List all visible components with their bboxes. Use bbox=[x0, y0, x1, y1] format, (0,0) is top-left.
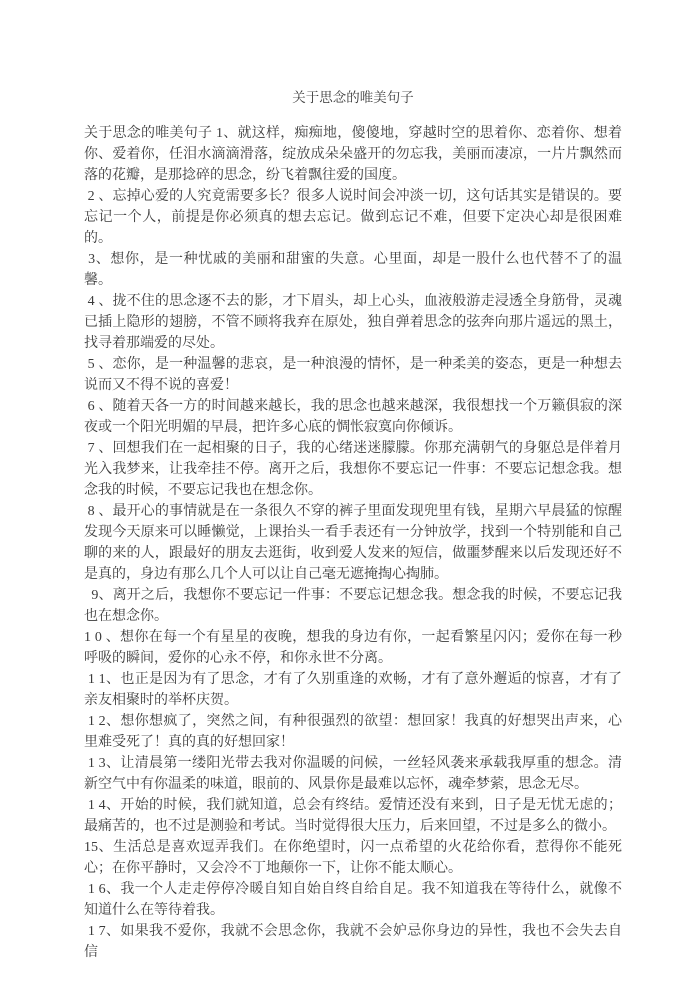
paragraph-2: 2 、忘掉心爱的人究竟需要多长？很多人说时间会冲淡一切，这句话其实是错误的。要忘记一个人，前提是你必须真的想去忘记。做到忘记不难，但要下定决心却是很困难的。 bbox=[84, 189, 623, 246]
paragraph-3: 3、想你，是一种忧戚的美丽和甜蜜的失意。心里面，却是一股什么也代替不了的温馨。 bbox=[84, 252, 623, 288]
paragraph-11: 1 1、也正是因为有了思念，才有了久别重逢的欢畅，才有了意外邂逅的惊喜，才有了亲友相聚时的举杯庆贺。 bbox=[84, 672, 622, 708]
document-title: 关于思念的唯美句子 bbox=[292, 90, 414, 105]
paragraph-14: 1 4、开始的时候，我们就知道，总会有终结。爱情还没有来到，日子是无忧无虑的；最痛苦的，也不过是测验和考试。当时觉得很大压力，后来回望，不过是多么的微小。 bbox=[84, 798, 622, 834]
paragraph-12: 1 2、想你想疯了，突然之间，有种很强烈的欲望：想回家！我真的好想哭出声来，心里难受死了！真的真的好想回家！ bbox=[84, 714, 622, 750]
paragraph-6: 6 、随着天各一方的时间越来越长，我的思念也越来越深，我很想找一个万籁俱寂的深夜或一个阳光明媚的早晨，把许多心底的惆怅寂寞向你倾诉。 bbox=[84, 399, 623, 435]
paragraph-1: 关于思念的唯美句子 1、就这样，痴痴地，傻傻地，穿越时空的思着你、恋着你、想着你、爱着你，任泪水滴滴滑落，绽放成朵朵盛开的勿忘我，美丽而凄凉，一片片飘然而落的花瓣，是那捻碎的思念，纷飞着飘往爱的国度。 bbox=[84, 126, 622, 183]
paragraph-5: 5 、恋你，是一种温馨的悲哀，是一种浪漫的情怀，是一种柔美的姿态，更是一种想去说而又不得不说的喜爱！ bbox=[84, 357, 623, 393]
document-content bbox=[84, 86, 622, 963]
paragraph-15: 15、生活总是喜欢逗弄我们。在你绝望时，闪一点希望的火花给你看，惹得你不能死心；在你平静时，又会冷不丁地颠你一下，让你不能太顺心。 bbox=[84, 840, 622, 876]
paragraph-17: 1 7、如果我不爱你，我就不会思念你，我就不会妒忌你身边的异性，我也不会失去自信 bbox=[84, 924, 622, 960]
paragraph-10: 1 0 、想你在每一个有星星的夜晚，想我的身边有你，一起看繁星闪闪；爱你在每一秒呼吸的瞬间，爱你的心永不停，和你永世不分离。 bbox=[84, 630, 622, 666]
paragraph-4: 4 、拢不住的思念逐不去的影，才下眉头，却上心头，血液般游走浸透全身筋骨，灵魂已插上隐形的翅膀，不管不顾将我弃在原处，独自弹着思念的弦奔向那片遥远的黑土，找寻着那端爱的尽处。 bbox=[84, 294, 623, 351]
paragraph-7: 7 、回想我们在一起相聚的日子，我的心绪迷迷朦朦。你那充满朝气的身躯总是伴着月光入我梦来，让我牵挂不停。离开之后，我想你不要忘记一件事：不要忘记想念我。想念我的时候，不要忘记我也在想念你。 bbox=[84, 441, 623, 498]
paragraph-13: 1 3、让清晨第一缕阳光带去我对你温暖的问候，一丝轻风袭来承载我厚重的想念。清新空气中有你温柔的味道，眼前的、风景你是最难以忘怀，魂牵梦萦，思念无尽。 bbox=[84, 756, 622, 792]
paragraph-8: 8 、最开心的事情就是在一条很久不穿的裤子里面发现兜里有钱，星期六早晨猛的惊醒发现今天原来可以睡懒觉，上课抬头一看手表还有一分钟放学，找到一个特别能和自己聊的来的人，跟最好的朋友去逛街，收到爱人发来的短信，做噩梦醒来以后发现还好不是真的，身边有那么几个人可以让自己毫无遮掩掏心掏肺。 bbox=[84, 504, 623, 582]
paragraph-9: 9、离开之后，我想你不要忘记一件事：不要忘记想念我。想念我的时候，不要忘记我也在想念你。 bbox=[84, 588, 623, 624]
paragraph-16: 1 6、我一个人走走停停冷暖自知自始自终自给自足。我不知道我在等待什么，就像不知道什么在等待着我。 bbox=[84, 882, 622, 918]
